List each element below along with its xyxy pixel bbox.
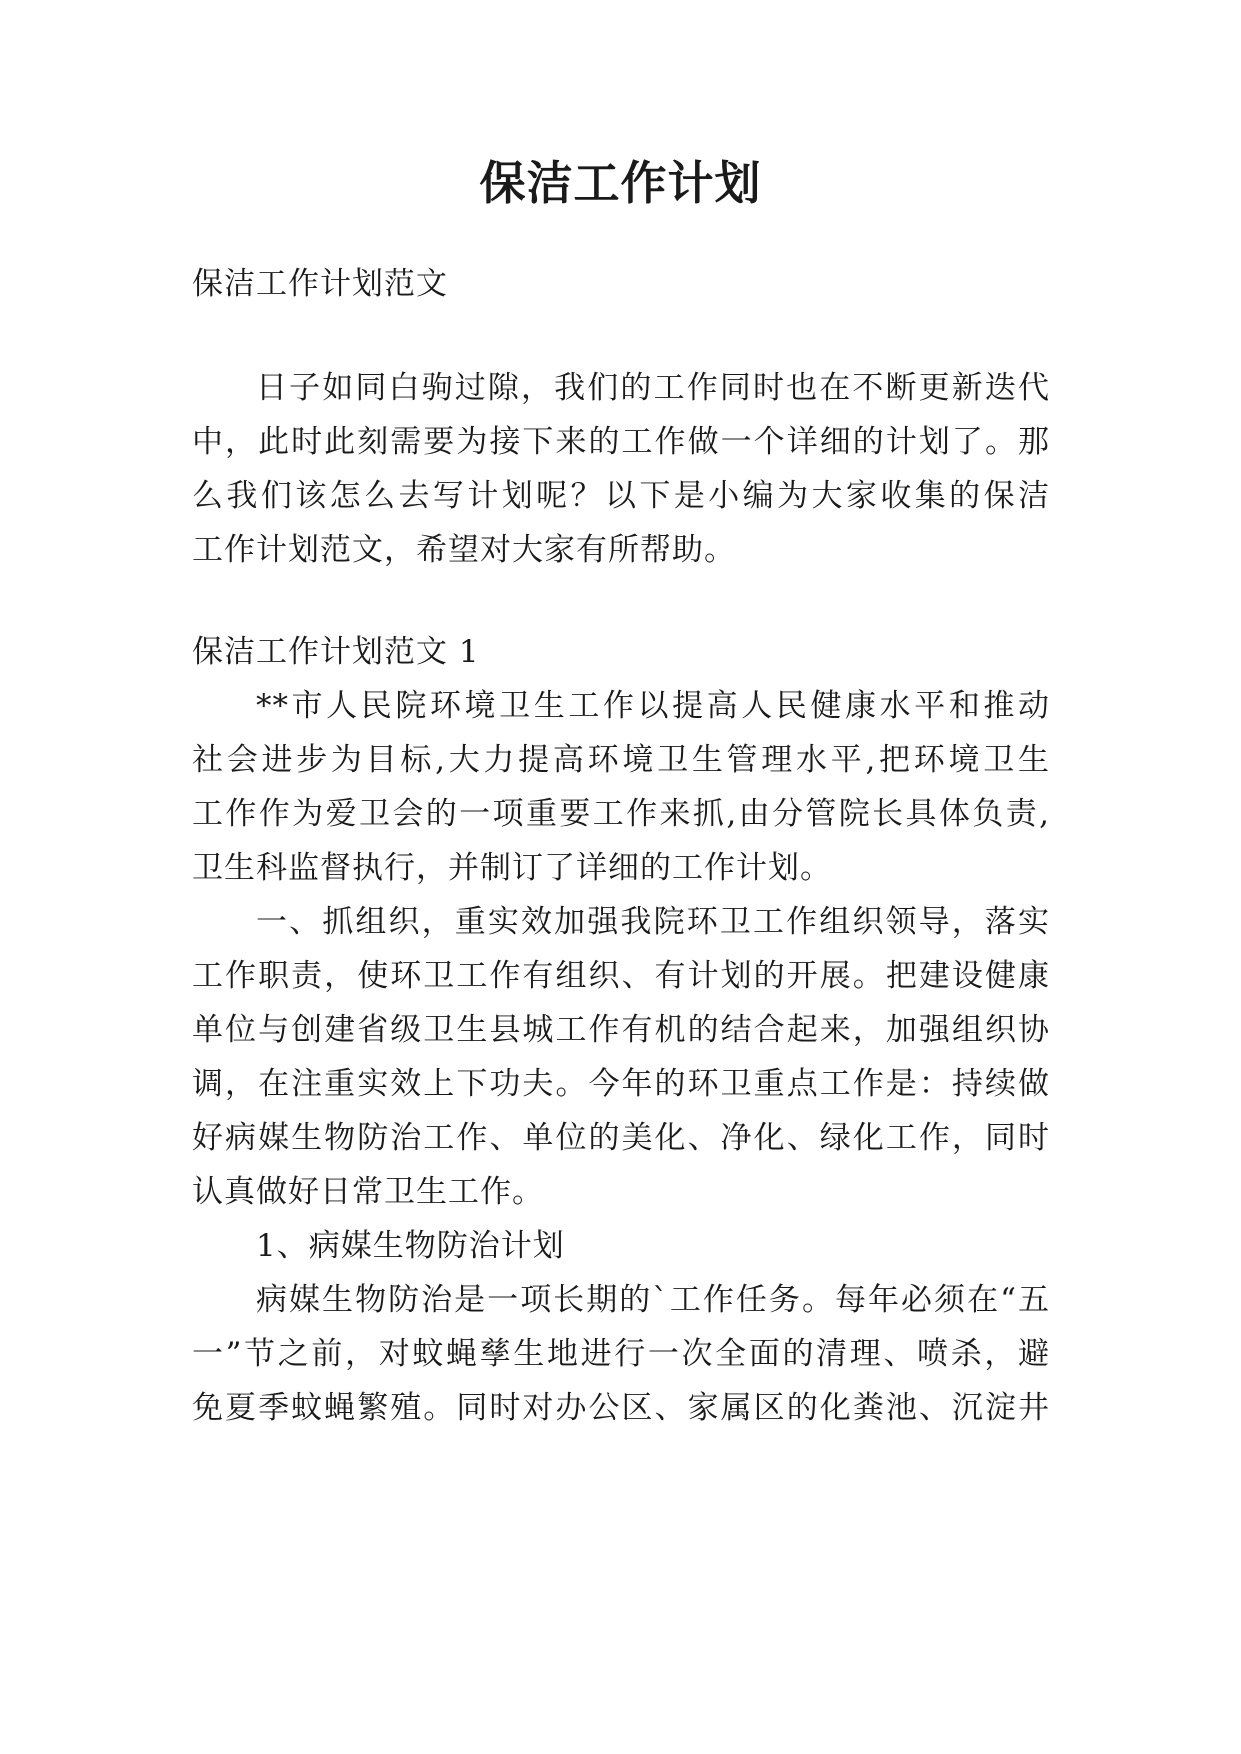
paragraph-line: 社会进步为目标,大力提高环境卫生管理水平,把环境卫生 [192,742,1050,778]
document-subtitle: 保洁工作计划范文 [192,266,448,302]
intro-line: 工作计划范文，希望对大家有所帮助。 [192,532,736,568]
paragraph-line: 调，在注重实效上下功夫。今年的环卫重点工作是：持续做 [192,1066,1050,1102]
paragraph-line: 卫生科监督执行，并制订了详细的工作计划。 [192,850,832,886]
paragraph-line: 病媒生物防治是一项长期的`工作任务。每年必须在“五 [256,1282,1050,1318]
paragraph-line: 一、抓组织，重实效加强我院环卫工作组织领导，落实 [256,904,1050,940]
paragraph-line: 免夏季蚊蝇繁殖。同时对办公区、家属区的化粪池、沉淀井 [192,1390,1050,1426]
document-title: 保洁工作计划 [479,156,762,210]
intro-line: 么我们该怎么去写计划呢？以下是小编为大家收集的保洁 [192,478,1050,514]
paragraph-line: **市人民院环境卫生工作以提高人民健康水平和推动 [256,688,1050,724]
paragraph-line: 单位与创建省级卫生县城工作有机的结合起来，加强组织协 [192,1012,1050,1048]
subheading: 1、病媒生物防治计划 [256,1228,565,1264]
paragraph-line: 一”节之前，对蚊蝇孳生地进行一次全面的清理、喷杀，避 [192,1336,1050,1372]
paragraph-line: 好病媒生物防治工作、单位的美化、净化、绿化工作，同时 [192,1120,1050,1156]
intro-line: 中，此时此刻需要为接下来的工作做一个详细的计划了。那 [192,424,1050,460]
paragraph-line: 工作作为爱卫会的一项重要工作来抓,由分管院长具体负责, [192,796,1050,832]
paragraph-line: 工作职责，使环卫工作有组织、有计划的开展。把建设健康 [192,958,1050,994]
intro-line: 日子如同白驹过隙，我们的工作同时也在不断更新迭代 [256,370,1050,406]
section-heading: 保洁工作计划范文 1 [192,634,480,670]
paragraph-line: 认真做好日常卫生工作。 [192,1174,544,1210]
